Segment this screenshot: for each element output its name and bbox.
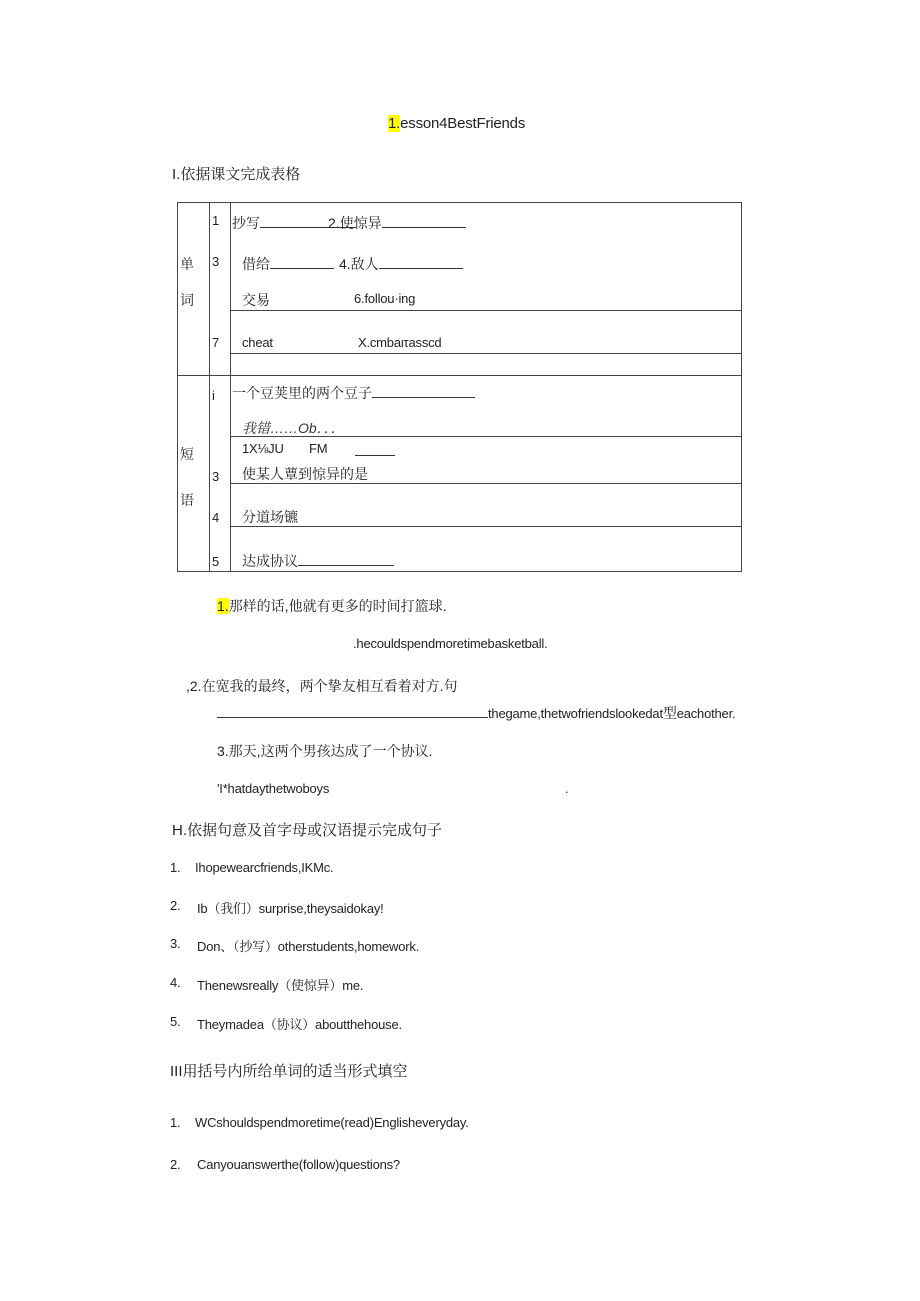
answer-blank[interactable] xyxy=(379,256,463,269)
answer-blank[interactable] xyxy=(372,385,475,398)
section-3-heading: III用括号内所给单词的适当形式填空 xyxy=(170,1063,408,1080)
words-label-1: 单 xyxy=(180,256,194,272)
exercise-number: 1. xyxy=(170,860,181,875)
answer-blank[interactable] xyxy=(355,443,395,456)
phrase-text: 一个豆荚里的两个豆子 xyxy=(232,385,372,401)
translation-3-end: . xyxy=(565,781,569,796)
title-text: esson4BestFriends xyxy=(400,115,526,132)
translation-1-cn xyxy=(217,596,446,616)
row-number: 3 xyxy=(212,254,220,269)
exercise-sentence: Theymadea（协议）aboutthehouse. xyxy=(197,1017,402,1032)
word-text: 4.敌人 xyxy=(339,256,379,272)
item-marker: ,2. xyxy=(186,678,202,694)
row-number: 5 xyxy=(212,554,220,569)
exercise-sentence: WCshouldspendmoretime(read)Englisheveryday. xyxy=(195,1115,469,1130)
phrases-label-2: 语 xyxy=(180,492,194,508)
word-text: 2.使惊异 xyxy=(328,215,382,231)
phrase-reach-agreement xyxy=(242,551,394,571)
exercise-sentence: Ihopewearcfriends,IKMc. xyxy=(195,860,334,875)
answer-blank[interactable] xyxy=(270,256,334,269)
item-text: eachother. xyxy=(676,706,736,721)
row-number: 4 xyxy=(212,510,220,525)
word-embarrassed: X.cmbaιτasscd xyxy=(358,335,442,350)
phrase-mistake: 我错……Ob．．． xyxy=(242,420,345,436)
exercise-number: 5. xyxy=(170,1014,181,1029)
translation-2-en xyxy=(217,703,735,723)
answer-blank[interactable] xyxy=(382,215,466,228)
phrase-garbled-a: 1X⅛JU xyxy=(242,441,284,456)
exercise-number: 1. xyxy=(170,1115,181,1130)
item-text: 在宽我的最终，两个挚友相互看着对方.句 xyxy=(201,678,458,694)
phrases-label-1: 短 xyxy=(180,446,194,462)
word-enemy xyxy=(339,254,463,274)
word-text: 抄写 xyxy=(232,215,260,231)
translation-3-en: 'I*hatdaythetwoboys xyxy=(217,781,330,796)
word-surprise xyxy=(328,213,466,233)
answer-blank[interactable] xyxy=(298,553,394,566)
item-text: thegame,thetwofriendslookedat xyxy=(488,706,663,721)
phrase-text: 达成协议 xyxy=(242,553,298,569)
word-cheat: cheat xyxy=(242,335,273,350)
word-deal: 交易 xyxy=(242,292,270,308)
row-number: 1 xyxy=(212,213,220,228)
title-marker: 1. xyxy=(388,115,401,132)
word-lend xyxy=(242,254,334,274)
exercise-number: 2. xyxy=(170,898,181,913)
translation-3-cn: 3.那天,这两个男孩达成了一个协议. xyxy=(217,743,433,759)
word-following: 6.follou·ing xyxy=(354,291,416,306)
section-2-heading: H.依据句意及首字母或汉语提示完成句子 xyxy=(172,822,443,839)
answer-blank[interactable] xyxy=(217,705,488,718)
phrase-to-ones-surprise: 使某人蕈到惊异的是 xyxy=(242,466,368,482)
exercise-sentence: Don、（抄写）otherstudents,homework. xyxy=(197,939,420,954)
words-label-2: 词 xyxy=(180,292,194,308)
translation-1-en: .hecouldspendmoretimebasketball. xyxy=(353,636,548,651)
page-title xyxy=(388,115,525,132)
phrase-garbled-b: FM xyxy=(309,441,328,456)
item-marker: 1. xyxy=(217,598,229,614)
phrase-two-peas xyxy=(232,383,475,403)
row-number: 7 xyxy=(212,335,220,350)
phrase-go-separate-ways: 分道场镳 xyxy=(242,509,298,525)
row-number: 3 xyxy=(212,469,220,484)
exercise-sentence: Thenewsreally（使惊异）me. xyxy=(197,978,364,993)
exercise-sentence: Canyouanswerthe(follow)questions? xyxy=(197,1157,400,1172)
word-text: 借给 xyxy=(242,256,270,272)
section-1-heading: I.依据课文完成表格 xyxy=(172,166,301,183)
translation-2-cn xyxy=(186,676,457,696)
exercise-number: 2. xyxy=(170,1157,181,1172)
item-text: 那样的话,他就有更多的时间打篮球. xyxy=(228,598,447,614)
row-number: i xyxy=(212,388,215,403)
exercise-number: 3. xyxy=(170,936,181,951)
item-mark: 型 xyxy=(662,705,677,721)
exercise-number: 4. xyxy=(170,975,181,990)
exercise-sentence: Ib（我们）surprise,theysaidokay! xyxy=(197,901,384,916)
